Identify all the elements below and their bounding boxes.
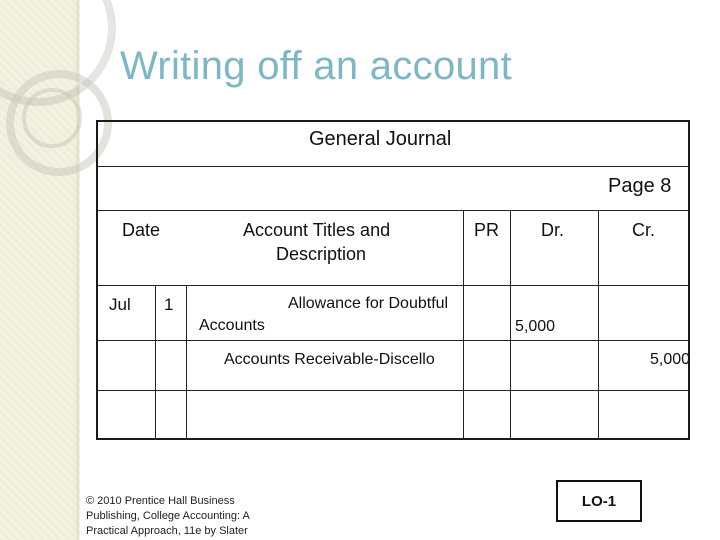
entry-month: Jul xyxy=(109,295,131,314)
column-divider xyxy=(463,210,464,440)
header-account-titles: Account Titles and xyxy=(243,220,391,240)
column-divider xyxy=(598,210,599,440)
header-description: Description xyxy=(276,244,367,264)
row-divider xyxy=(98,210,688,211)
entry-credit: 5,000 xyxy=(650,351,691,368)
header-date: Date xyxy=(122,220,161,240)
row-divider xyxy=(98,166,688,167)
copyright-note xyxy=(86,494,286,539)
column-divider xyxy=(186,285,187,440)
copyright-line: Practical Approach, 11e by Slater xyxy=(86,525,248,537)
entry-account: Accounts Receivable-Discello xyxy=(224,351,435,368)
learning-objective-badge: LO-1 xyxy=(556,480,642,522)
journal-title: General Journal xyxy=(309,128,452,150)
general-journal-table xyxy=(96,120,690,440)
entry-debit: 5,000 xyxy=(515,318,556,335)
column-divider xyxy=(510,210,511,440)
header-credit: Cr. xyxy=(632,220,656,240)
copyright-line: Publishing, College Accounting: A xyxy=(86,510,250,522)
page-number: Page 8 xyxy=(608,175,672,197)
entry-account: Allowance for Doubtful xyxy=(288,295,449,312)
header-debit: Dr. xyxy=(541,220,565,240)
copyright-line: © 2010 Prentice Hall Business xyxy=(86,495,235,507)
entry-account-cont: Accounts xyxy=(199,317,265,334)
entry-day: 1 xyxy=(164,295,174,314)
decorative-circle xyxy=(22,88,82,148)
slide-title: Writing off an account xyxy=(120,44,513,88)
header-pr: PR xyxy=(474,220,500,240)
column-divider xyxy=(155,285,156,440)
